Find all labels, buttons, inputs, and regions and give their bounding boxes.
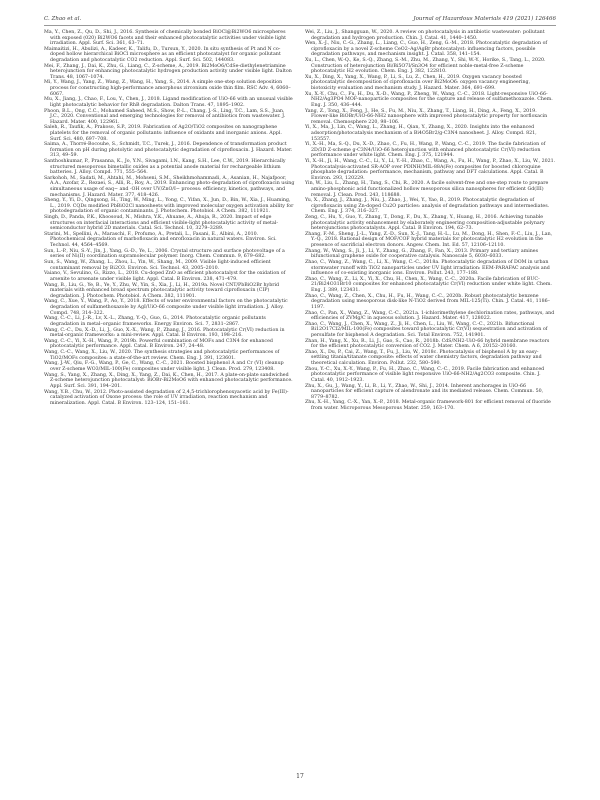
reference-entry[interactable]: Sun, L.-P., Niu, S.-Y., Jin, J., Yang, G.-D., Ye, L., 2006. Crystal structure and surface photovoltage of a series of Ni(II) coordination supramolecular polymer. Inorg. Chem. Commun. 9, 679–682. [44,248,285,260]
reference-entry[interactable]: Singh, D., Panda, P.K., Khoosoud, N., Mishra, Y.K., Ahuane, A., Ahuja, R., 2020. Impact of edge structures on interfacial interactions and efficient visible-light photocatalytic activity of metal-semiconductor hybrid 2D materials. Catal. Sci. Technol. 10, 3279–3289. [44,215,278,232]
references-left-column [44,30,295,406]
reference-entry[interactable]: Wang, Y.B., Chu, W., 2012. Photo-assisted degradation of 2,4,5-trichlorophenoxyacetic acid by Fe(III)-catalyzed activation of Oxone process: the role of UV irradiation, reaction mechanism and mineralization. Appl. Catal. B Environ. 123–124, 151–161. [44,389,289,406]
reference-entry[interactable]: Sheng, Y., Yi, D., Qingsong, H., Ting, W., Ming, L., Yong, C., Yifan, X., Jun, D., Bin, W., Xia, J., Huaming, L., 2019. CQDs modified PbBiO2Cl nanosheets with improved molecular oxygen activation ability for photodegradation of organic contaminants. J. Photochem. Photobiol. A Chem. 382, 111921. [44,198,294,215]
reference-entry[interactable]: Wang, C.-C., Yi, X.-H., Wang, P., 2019b. Powerful combination of MOFs and C3N4 for enhanced photocatalytic performance. Appl. Catal. B Environ. 247, 24–48. [44,338,273,350]
header-authors: C. Zhao et al. [44,16,82,22]
reference-entry[interactable]: Zhou, Y.-C., Xu, X.-Y., Wang, P., Fu, H., Zhao, C., Wang, C.-C., 2019. Facile fabrication and enhanced photocatalytic performance of visible light responsive UiO-66-NH2/Ag2CO3 composite. Chin. J. Catal. 40, 1912–1923. [305,366,545,383]
reference-entry[interactable]: Wang, C., Xue, Y., Wang, P., Ao, Y., 2018. Effects of water environmental factors on the photocatalytic degradation of sulfamethoxazole by AgI/UiO-66 composite under visible light irradiation. J. Alloy. Compd. 748, 314–322. [44,299,288,316]
reference-entry[interactable]: Zeng, C., Hu, Y., Guo, Y., Zhang, T., Dong, F., Du, X., Zhang, Y., Huang, H., 2016. Achieving tunable photocatalytic activity enhancement by elaborately engineering composition-adjustable polynary heterojunctions photocatalysts. Appl. Catal. B Environ. 194, 62–73. [305,215,545,232]
reference-entry[interactable]: Zhu, X., Gu, J., Wang, Y., Li, B., Li, Y., Zhao, W., Shi, J., 2014. Inherent anchorages in UiO-66 nanoparticles for efficient capture of alendronate and its mediated release. Chem. Commun. 50, 8779–8782. [305,383,544,400]
reference-entry[interactable]: Wang, C.-C., Du, X.-D., Li, J., Guo, X.-X., Wang, P., Zhang, J., 2016. Photocatalytic Cr(VI) reduction in metal-organic frameworks: a mini-review. Appl. Catal. B Environ. 193, 198–216. [44,327,285,339]
reference-entry[interactable]: Wang, C.-C., Wang, X., Liu, W., 2020. The synthesis strategies and photocatalytic performances of TiO2/MOFs composites: a state-of-the-art review. Chem. Eng. J. 391, 123601. [44,350,280,361]
header-rule [44,25,556,26]
reference-entry[interactable]: Santhoshkumar, P., Prasanna, K., Jo, Y.N., Sivagami, I.N., Kang, S.H., Lee, C.W., 2019. Hierarchically structured mesoporous bimetallic oxides as a potential anode material for rechargeable lithium batteries. J. Alloy. Compd. 771, 555–564. [44,159,286,176]
reference-entry[interactable]: Yu, X., Zhang, J., Zhang, J., Niu, J., Zhao, J., Wei, Y., Yao, B., 2019. Photocatalytic degradation of ciprofloxacin using Zn-doped Cu2O particles: analysis of degradation pathways and intermediates. Chem. Eng. J. 374, 316–327. [305,198,550,215]
reference-entry[interactable]: Mu, X., Jiang, J., Chao, F., Lou, Y., Chen, J., 2018. Ligand modification of UiO-66 with an unusual visible light photocatalytic behavior for RhB degradation. Dalton Trans. 47, 1895–1902. [44,97,293,108]
reference-entry[interactable]: Phoon, B.L., Ong, C.C., Mohamed Saheed, M.S., Show, P.-L., Chang, J.-S., Ling, T.C., Lam, S.S., Juan, J.C., 2020. Conventional and emerging technologies for removal of antibiotics from wastewater. J. Hazard. Mater. 400, 122961. [44,108,286,125]
reference-entry[interactable]: Wang, S., Yang, X., Zhang, X., Ding, X., Yang, Z., Dai, K., Chen, H., 2017. A plate-on-plate sandwiched Z-scheme heterojunction photocatalyst: BiOBr-Bi2MoO6 with enhanced photocatalytic performance. Appl. Surf. Sci. 391, 194–201. [44,372,293,389]
reference-entry[interactable]: Zhan, H., Yang, X., Xu, R., Li, J., Gao, S., Cao, R., 2018b. CdS/NH2-UiO-66 hybrid membrane reactors for the efficient photocatalytic conversion of CO2. J. Mater. Chem. A 6, 20152–20160. [305,338,550,350]
reference-entry[interactable]: Yang, Z., Tong, X., Feng, J., He, S., Fu, M., Niu, X., Zhang, T., Liang, H., Ding, A., Feng, X., 2019. Flower-like BiOBr/UiO-66-NH2 nanosphere with improved photocatalytic property for norfloxacin removal. Chemosphere 220, 98–106. [305,108,548,125]
reference-entry[interactable]: Zhang, W., Wang, S., Ji, J., Li, Y., Zhang, G., Zhang, F., Fan, X., 2013. Primary and tertiary amines bifunctional graphene oxide for cooperative catalysis. Nanoscale 5, 6030–6033. [305,248,539,260]
reference-entry[interactable]: Saima, A., Thorré-Bocouhe, S., Schmidt, T.C., Turek, J., 2016. Dependence of transformation product formation on pH during photolytic and photocatalytic degradation of ciprofloxacin. J. Hazard. Mater. 313, 49–59. [44,142,293,159]
reference-entry[interactable]: Starini, M., Spellini, A., Maraschi, F., Profumo, A., Pretali, L., Fasani, E., Albini, A., 2010. Photochemical degradation of marbofloxacin and enrofloxacin in natural waters. Environ. Sci. Technol. 44, 4564–4569. [44,231,277,249]
reference-entry[interactable]: Vaiano, V., Sevulino, G., Rizzo, L., 2018. Cu-doped ZnO as efficient photocatalyst for the oxidation of arsenite to arsenate under visible light. Appl. Catal. B Environ. 238, 471–479. [44,271,286,282]
reference-entry[interactable]: Saleh, R., Taufik, A., Prakoso, S.P., 2019. Fabrication of Ag2O/TiO2 composites on nanographene platelets for the removal of organic pollutants: influence of oxidants and inorganic anions. Appl. Surf. Sci. 480, 697–708. [44,125,282,142]
reference-entry[interactable]: Mi, Y., Wang, J., Yang, Z., Wang, Z., Wang, H., Yang, S., 2014. A simple one-step solution deposition process for constructing high-performance amorphous zirconium oxide thin film. RSC Adv. 4, 6060–6067. [44,80,291,97]
reference-entry[interactable]: Zhao, X., Du, P., Cai, Z., Wang, T., Fu, J., Liu, W., 2018c. Photocatalysis of bisphenol A by an easy-settling titania/titanate composite: effects of water chemistry factors, degradation pathway and theoretical calculation. Environ. Pollut. 232, 580–590. [305,349,542,367]
reference-entry[interactable]: Zhang, F.-M., Sheng, J.-L., Yang, Z.-D., Sun, X.-J., Tang, H.-L., Lu, M., Dong, H., Shen, F.-C., Liu, J., Lan, Y.-Q., 2018. Rational design of MOF/COF hybrid materials for photocatalytic H2 evolution in the presence of sacrificial electron donors. Angew. Chem. Int. Ed. 57, 12106–12110. [305,231,553,249]
reference-entry[interactable]: Sarkohoh, M., Sadati, M., Ahtahi, M., Mohseni, S.M., Sheikhmohammadi, A., Asanian, H., Najafpoor, A.A., Azofar, Z., Rezaei, S., Alli, R., Roy, A., 2019. Enhancing photo-degradation of ciprofloxacin using simultaneous usage of eaq− and ·OH over UV/ZnO/I− process: efficiency, kinetics, pathways, and mechanisms. J. Hazard. Mater. 377, 418–426. [44,175,295,198]
reference-entry[interactable]: Mei, F., Zhang, J., Dai, K., Zhu, G., Liang, C., Z-scheme, A., 2019. Bi2MoO6/CdSe-diethylenetriamine heterojunction for enhancing photocatalytic hydrogen production activity under visible light. Dalton Trans. 48, 1067–1074. [44,63,292,80]
reference-entry[interactable]: Zhao, C., Wang, Z., Wang, C., Li, X., Wang, C.-C., 2018a. Photocatalytic degradation of DOM in urban stormwater runoff with TiO2 nanoparticles under UV light irradiation: EEM-PARAFAC analysis and influence of co-existing inorganic ions. Environ. Pollut. 243, 177–188. [305,260,550,277]
reference-entry[interactable]: Yi, X.-H., Ma, S.-Q., Du, X.-D., Zhao, C., Fu, H., Wang, P., Wang, C.-C., 2019. The facile fabrication of 2D/3D Z-scheme g-C3N4/UiO-66 heterojunction with enhanced photocatalytic Cr(VI) reduction performance under white light. Chem. Eng. J. 375, 121944. [305,142,546,159]
reference-entry[interactable]: Xu, X., Ding, X., Yang, X., Wang, P., Li, S., Lu, Z., Chen, H., 2019. Oxygen vacancy boosted photocatalytic decomposition of ciprofloxacin over Bi2MoO6: oxygen vacancy engineering, biotoxicity evaluation and mechanism study. J. Hazard. Mater. 364, 691–699. [305,74,531,92]
reference-entry[interactable]: Maimaitizi, H., Abulizi, A., Kadeer, K., Talifu, D., Tursun, Y., 2020. In situ synthesis of Pt and N co-doped hollow hierarchical BiOCl microsphere as an efficient photocatalyst for organic pollutant degradation and photocatalytic CO2 reduction. Appl. Surf. Sci. 502, 144083. [44,46,281,63]
references-right-column [305,30,556,412]
reference-entry[interactable]: Sun, S., Wang, W., Zhang, L., Zhou, L., Yin, W., Shang, M., 2009. Visible light-induced efficient contaminant removal by Bi2O3. Environ. Sci. Technol. 43, 2005–2010. [44,260,271,271]
reference-entry[interactable]: Zhao, C., Wang, Z., Chen, X., Chu, H., Fu, H., Wang, C.-C., 2020b. Robust photocatalytic benzene degradation using mesoporous disk-like N-TiO2 derived from MIL-125(Ti). Chin. J. Catal. 41, 1186–1197. [305,293,551,310]
reference-entry[interactable]: Zhao, C., Wang, Z., Li, X., Yi, X., Chu, H., Chen, X., Wang, C.-C., 2020a. Facile fabrication of BUC-21/Bi24O31Br10 composites for enhanced photocatalytic Cr(VI) reduction under white light. Chem. Eng. J. 389, 123431. [305,276,552,293]
reference-entry[interactable]: Zhao, C., Pan, X., Wang, Z., Wang, C.-C., 2021a. 1-ichlorimethylene dechlorination rates, pathways, and efficiencies of ZVMg/C in aqueous solution. J. Hazard. Mater. 417, 128022. [305,310,555,322]
reference-entry[interactable]: Wang, B., Liu, G., Ye, B., Ye, Y., Zhu, W., Yin, S., Xia, J., Li, H., 2019a. Novel CNT/PbBiO2Br hybrid materials with enhanced broad spectrum photocatalytic activity toward ciprofloxacin (CIP) degradation. J. Photochem. Photobiol. A Chem. 382, 111901. [44,282,280,299]
reference-entry[interactable]: Yi, X.-H., Ji, H., Wang, C.-C., Li, Y., Li, Y.-H., Zhao, C., Wang, A., Fu, H., Wang, P., Zhao, X., Liu, W., 2021. Photocatalysis-activated SR-AOP over PDINH/MIL-88A(Fe) composites for boosted chloroquine phosphate degradation: performance, mechanism, pathway and DFT calculations. Appl. Catal. B Environ. 293, 120229. [305,159,556,181]
header-journal: Journal of Hazardous Materials 419 (2021) 126466 [413,16,556,22]
reference-entry[interactable]: Xu, X.-Y., Chu, C., Fu, H., Du, X.-D., Wang, P., Zheng, W., Wang, C.-C., 2018. Light-responsive UiO-66-NH2/Ag3PO4 MOF-nanoparticle composites for the capture and release of sulfamethoxazole. Chem. Eng. J. 350, 436–444. [305,91,553,108]
reference-entry[interactable]: Wen, X.-J., Niu, C.-G., Zhang, L., Liang, C., Guo, H., Zeng, G.-M., 2018. Photocatalytic degradation of ciprofloxacin by a novel Z-scheme CeO2–Ag/AgBr photocatalyst: influencing factors, possible degradation pathways, and mechanism insight. J. Catal. 358, 141–154. [305,41,548,58]
reference-entry[interactable]: Zhao, C., Wang, J., Chen, X., Wang, Z., Ji, H., Chen, L., Liu, W., Wang, C.-C., 2021b. Bifunctional Bi12O17Cl2/MIL-100(Fe) composites toward photocatalytic Cr(VI) sequestration and activation of persulfate for bisphenol A degradation. Sci. Total Environ. 752, 141901. [305,321,548,338]
reference-entry[interactable]: Wang, J.-W., Qiu, F.-G., Wang, P., Ge, C., Wang, C.-C., 2021. Boosted bisphenol A and Cr (VI) cleanup over Z-scheme WO3/MIL-100(Fe) composites under visible light. J. Clean. Prod. 279, 123408. [44,361,284,372]
reference-entry[interactable]: Yi, X., Ma, J., Lin, C., Wang, L., Zhang, H., Qian, Y., Zhang, X., 2020. Insights into the enhanced adsorption/photocatalysis mechanism of a Bi4O5Br2/g-C3N4 nanosheet. J. Alloy. Compd. 821, 153557. [305,125,537,142]
reference-entry[interactable]: Xu, L., Chen, W.-Q., Ke, S.-Q., Zhang, S.-M., Zhu, M., Zhang, Y., Shi, W.-Y., Horike, S., Tang, L., 2020. Construction of heterojunction Bi/Bi5O7I/Sn3O4 for efficient noble-metal-free Z-scheme photocatalytic H2 evolution. Chem. Eng. J. 382, 122810. [305,58,546,75]
reference-entry[interactable]: Zhu, X.-H., Yang, C.-X., Yan, X.-P., 2018. Metal-organic framework-801 for efficient removal of fluoride from water. Microporous Mesoporous Mater. 259, 163–170. [305,400,551,411]
reference-entry[interactable]: Wei, Z., Liu, J., Shangguan, W., 2020. A review on photocatalysis in antibiotic wastewater: pollutant degradation and hydrogen production. Chin. J. Catal. 41, 1440–1450. [305,30,545,41]
reference-entry[interactable]: Wang, C.-C., Li, J.-R., Lv, X.-L., Zhang, Y.-Q., Guo, G., 2014. Photocatalytic organic pollutants degradation in metal–organic frameworks. Energy Environ. Sci. 7, 2831–2867. [44,316,266,327]
page-number: 17 [296,773,304,780]
reference-entry[interactable]: Yin, W., Liu, L., Zhang, H., Tang, S., Chi, R., 2020. A facile solvent-free and one-step route to prepare amino-phosphonic acid functionalized hollow mesoporous silica nanospheres for efficient Gd(III) removal. J. Clean. Prod. 243, 118688. [305,181,549,198]
reference-entry[interactable]: Ma, Y., Chen, Z., Qu, D., Shi, J., 2016. Synthesis of chemically bonded BiOCl@Bi2WO6 microspheres with exposed (020) Bi2WO6 facets and their enhanced photocatalytic activities under visible light irradiation. Appl. Surf. Sci. 361, 63–71. [44,30,287,47]
